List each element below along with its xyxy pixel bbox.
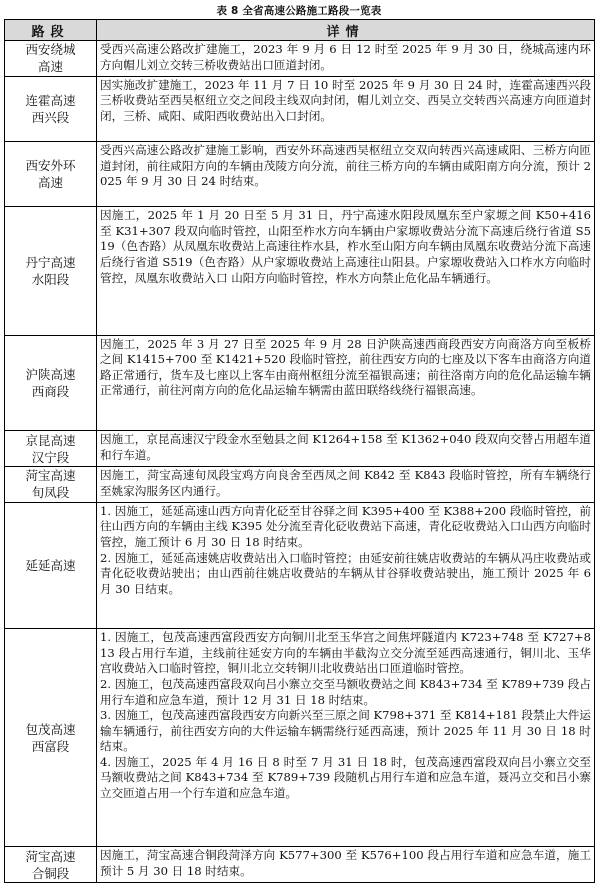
section-name-line: 包茂高速 — [25, 721, 76, 737]
table-row — [5, 41, 595, 77]
detail-paragraph: 1. 因施工，包茂高速西富段西安方向铜川北至玉华宫之间焦坪隧道内 K723+748 至 K727+813 段占用行车道，主线前往延安方向的车辆由半截沟立交分流至延西高速通行，铜川北、玉华宫收费站入口临时管控，铜川北立交转铜川北收费站出口匝道临时管控。 — [100, 630, 591, 676]
section-name-line: 丹宁高速 — [25, 254, 76, 270]
table-row — [5, 76, 595, 141]
section-name-line: 西安外环 — [25, 158, 76, 174]
detail-paragraph: 因实施改扩建施工，2023 年 11 月 7 日 10 时至 2025 年 9 月 30 日 24 时，连霍高速西兴段三桥收费站至西吴枢纽立交之间段主线双向封闭，帽儿刘立交、西吴立交转西兴高速方向匝道封闭，三桥、咸阳、咸阳西收费站出入口封闭。 — [100, 77, 591, 123]
detail-cell — [97, 629, 595, 847]
table-row — [5, 431, 595, 467]
section-name-line: 西兴段 — [31, 109, 70, 125]
section-name-line: 京昆高速 — [25, 432, 76, 448]
table-row — [5, 847, 595, 883]
table-row — [5, 629, 595, 847]
header-section: 路段 — [5, 20, 97, 41]
section-name-line: 水阳段 — [31, 271, 70, 287]
section-name-cell — [5, 431, 97, 467]
table-row — [5, 502, 595, 628]
detail-paragraph: 1. 因施工，延延高速山西方向青化砭至甘谷驿之间 K395+400 至 K388+200 段临时管控，前往山西方向的车辆由主线 K395 处分流至青化砭收费站下高速，青化砭收费站入口山西方向临时管控，施工预计 6 月 30 日 18 时结束。 — [100, 503, 591, 549]
detail-paragraph: 因施工，菏宝高速合铜段菏泽方向 K577+300 至 K576+100 段占用行车道和应急车道，施工预计 5 月 30 日 18 时结束。 — [100, 848, 591, 878]
table-body — [5, 41, 595, 883]
section-name-cell — [5, 335, 97, 431]
detail-cell — [97, 502, 595, 628]
table-row — [5, 335, 595, 431]
detail-paragraph: 2. 因施工，包茂高速西富段双向吕小寨立交至马额收费站之间 K843+734 至 K789+739 段占用行车道和应急车道，预计 12 月 31 日 18 时结束。 — [100, 676, 591, 707]
table-caption: 表 8 全省高速公路施工路段一览表 — [216, 5, 382, 17]
section-name-cell — [5, 41, 97, 77]
detail-paragraph: 因施工，菏宝高速旬凤段宝鸡方向良舍至西凤之间 K842 至 K843 段临时管控，所有车辆绕行至姚家沟服务区内通行。 — [100, 468, 591, 498]
detail-cell — [97, 467, 595, 503]
section-name-line: 旬凤段 — [31, 485, 70, 501]
construction-sections-table — [4, 19, 595, 883]
detail-paragraph: 受西兴高速公路改扩建施工影响，西安外环高速西吴枢纽立交双向转西兴高速咸阳、三桥方向匝道封闭，前往咸阳方向的车辆由茂陵方向分流，前往三桥方向的车辆由咸阳南方向分流，预计 2025 年 9 月 30 日 24 时结束。 — [100, 142, 591, 189]
section-name-line: 连霍高速 — [25, 92, 76, 108]
section-name-cell — [5, 847, 97, 883]
header-detail: 详情 — [97, 20, 595, 41]
detail-paragraph: 受西兴高速公路改扩建施工，2023 年 9 月 6 日 12 时至 2025 年 9 月 30 日，绕城高速内环方向帽儿刘立交转三桥收费站出口匝道封闭。 — [100, 42, 591, 72]
section-name-line: 延延高速 — [25, 557, 76, 573]
detail-paragraph: 因施工，2025 年 3 月 27 日至 2025 年 9 月 28 日沪陕高速西商段西安方向商洛方向至板桥之间 K1415+700 至 K1421+520 段临时管控，前往西安方向的七座及以下客车由商洛方向道路正常通行，货车及七座以上客车由商州枢纽分流至福银高速；前往洛南方向的危化品运输车辆正常通行，前往河南方向的危化品运输车辆需由蓝田联络线绕行福银高速。 — [100, 336, 591, 398]
section-name-line: 西安绕城 — [25, 42, 76, 58]
section-name-cell — [5, 76, 97, 141]
section-name-cell — [5, 467, 97, 503]
detail-cell — [97, 847, 595, 883]
section-name-line: 汉宁段 — [31, 449, 70, 465]
detail-cell — [97, 141, 595, 206]
section-name-cell — [5, 502, 97, 628]
section-name-line: 合铜段 — [31, 865, 70, 881]
detail-paragraph: 2. 因施工，延延高速姚店收费站出入口临时管控；由延安前往姚店收费站的车辆从冯庄收费站或青化砭收费站驶出；由山西前往姚店收费站的车辆从甘谷驿收费站驶出，施工预计 2025 年 6 月 30 日结束。 — [100, 550, 591, 596]
section-name-line: 西商段 — [31, 383, 70, 399]
detail-paragraph: 因施工，2025 年 1 月 20 日至 5 月 31 日，丹宁高速水阳段凤凰东至户家塬之间 K50+416 至 K31+307 段双向临时管控，山阳至柞水方向车辆由户家塬收费站分流下高速后绕行省道 S519（色杏路）从凤凰东收费站上高速往柞水县，柞水至山阳方向车辆由凤凰东收费站分流下高速后绕行省道 S519（色杏路）从户家塬收费站上高速往山阳县。户家塬收费站入口柞水方向临时管控，凤凰东收费站入口 山阳方向临时管控，柞水方向禁止危化品车辆通行。 — [100, 208, 591, 285]
detail-cell — [97, 207, 595, 335]
detail-paragraph: 3. 因施工，包茂高速西富段西安方向新兴至三原之间 K798+371 至 K814+181 段禁止大件运输车辆通行，前往西安方向的大件运输车辆需绕行延西高速，预计 2025 年 11 月 30 日 18 时结束。 — [100, 708, 591, 754]
table-header-row — [5, 20, 595, 41]
section-name-line: 高速 — [37, 175, 63, 191]
detail-cell — [97, 41, 595, 77]
section-name-line: 沪陕高速 — [25, 366, 76, 382]
detail-cell — [97, 335, 595, 431]
table-row — [5, 141, 595, 206]
section-name-line: 菏宝高速 — [25, 468, 76, 484]
section-name-line: 高速 — [37, 59, 63, 75]
detail-cell — [97, 431, 595, 467]
section-name-cell — [5, 141, 97, 206]
detail-paragraph: 因施工，京昆高速汉宁段金水至勉县之间 K1264+158 至 K1362+040 段双向交替占用超车道和行车道。 — [100, 432, 591, 462]
section-name-line: 西富段 — [31, 738, 70, 754]
detail-paragraph: 4. 因施工，2025 年 4 月 16 日 8 时至 7 月 31 日 18 时，包茂高速西富段双向吕小寨立交至马额收费站之间 K843+734 至 K789+739 段随机占用行车道和应急车道，聂冯立交和吕小寨立交匝道占用一个行车道和应急车道。 — [100, 754, 591, 801]
table-row — [5, 207, 595, 335]
section-name-cell — [5, 207, 97, 335]
section-name-line: 菏宝高速 — [25, 848, 76, 864]
section-name-cell — [5, 629, 97, 847]
detail-cell — [97, 76, 595, 141]
table-row — [5, 467, 595, 503]
